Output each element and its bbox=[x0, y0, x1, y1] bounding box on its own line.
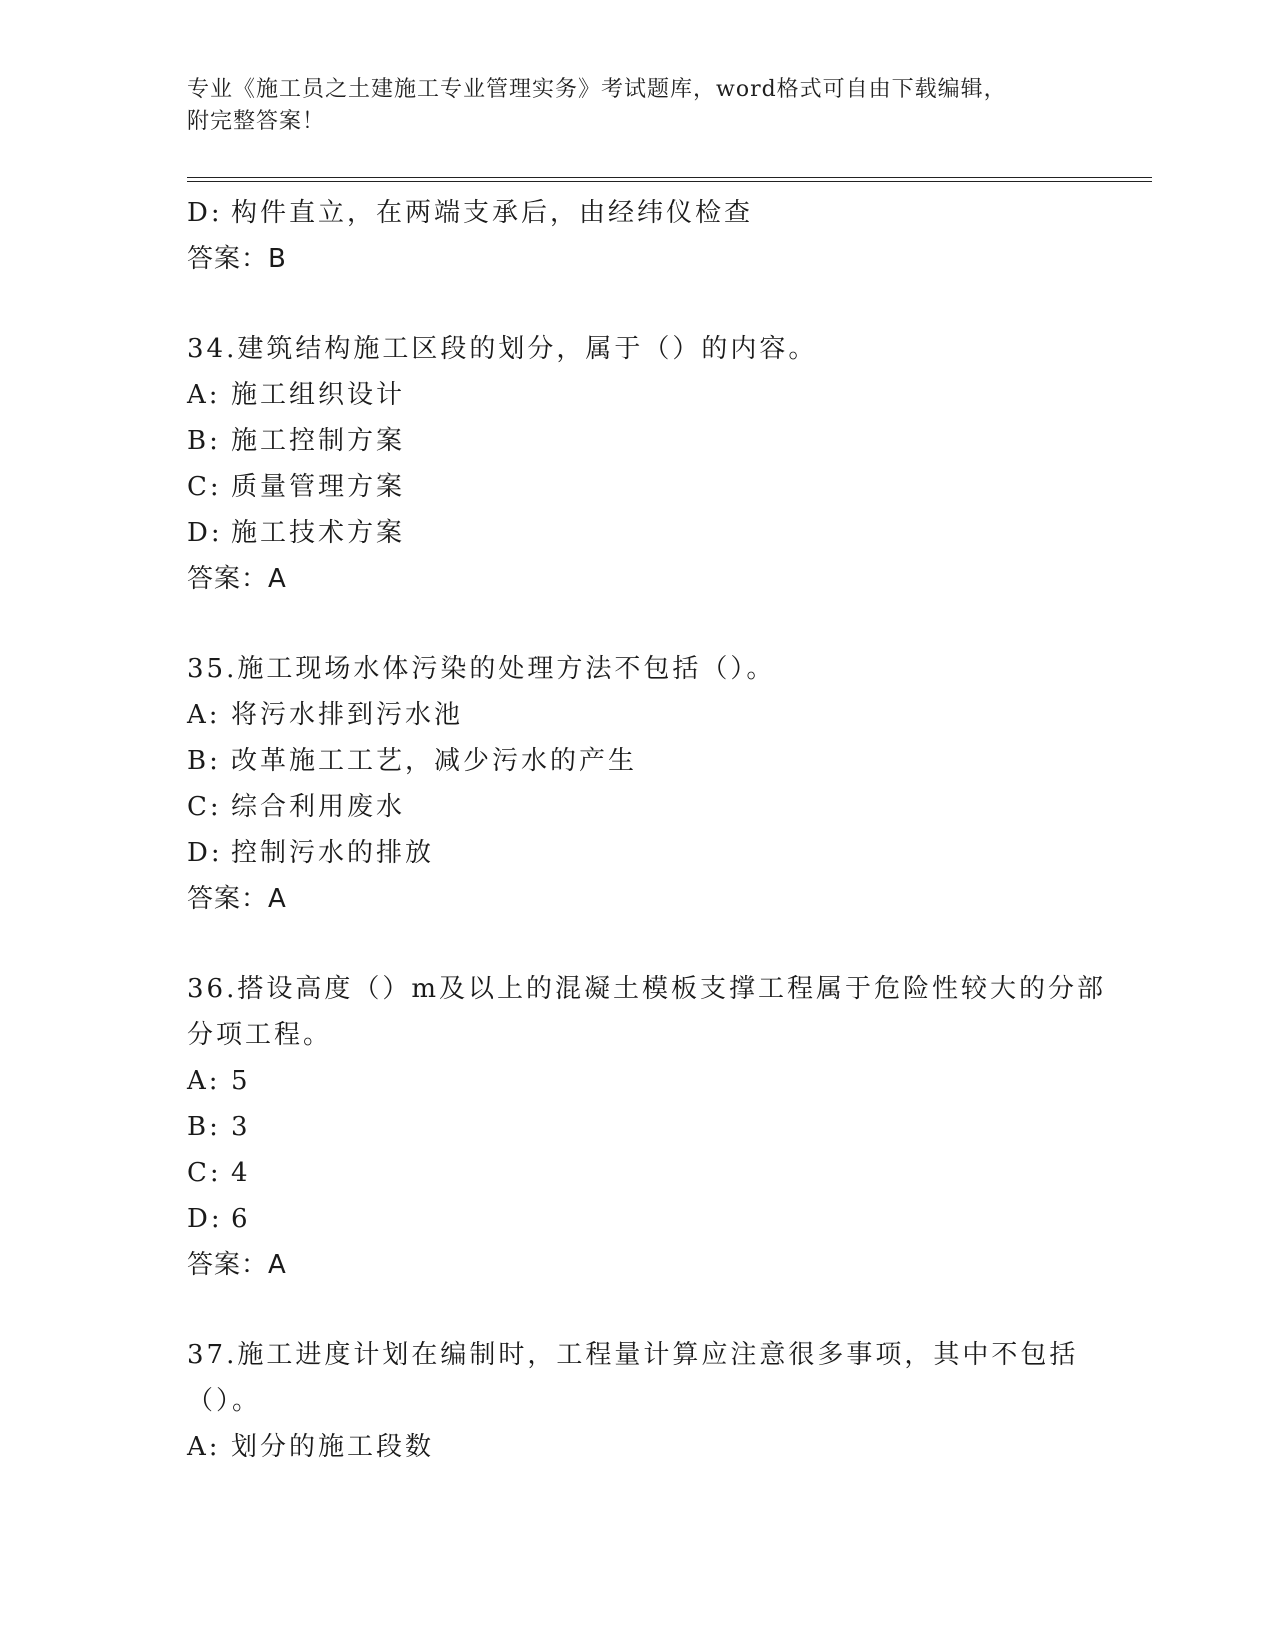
option-key: A: bbox=[187, 1066, 221, 1096]
option-key: C: bbox=[187, 472, 222, 502]
option-text: 综合利用废水 bbox=[231, 792, 406, 822]
answer-line: 答案：B bbox=[187, 244, 287, 274]
option-item bbox=[187, 372, 1107, 418]
answer-line: 答案：A bbox=[187, 884, 287, 914]
option-text: 质量管理方案 bbox=[231, 472, 406, 502]
header-line-1: 专业《施工员之土建施工专业管理实务》考试题库，word格式可自由下载编辑， bbox=[187, 77, 1007, 102]
option-key: D: bbox=[187, 838, 223, 868]
option-item bbox=[187, 830, 1107, 876]
answer-line: 答案：A bbox=[187, 564, 287, 594]
question-stem: 35.施工现场水体污染的处理方法不包括（）。 bbox=[187, 654, 776, 684]
option-text: 改革施工工艺，减少污水的产生 bbox=[231, 746, 638, 776]
option-key: C: bbox=[187, 1158, 222, 1188]
option-text: 将污水排到污水池 bbox=[231, 700, 464, 730]
option-text: 构件直立，在两端支承后，由经纬仪检查 bbox=[231, 198, 754, 228]
option-item bbox=[187, 692, 1107, 738]
option-item bbox=[187, 418, 1107, 464]
option-text: 施工技术方案 bbox=[231, 518, 406, 548]
option-item bbox=[187, 1424, 1107, 1470]
option-text: 划分的施工段数 bbox=[231, 1432, 435, 1462]
question-stem: 37.施工进度计划在编制时，工程量计算应注意很多事项，其中不包括（）。 bbox=[187, 1340, 1079, 1416]
option-key: B: bbox=[187, 426, 221, 456]
option-item bbox=[187, 1196, 1107, 1242]
option-item bbox=[187, 784, 1107, 830]
option-key: A: bbox=[187, 700, 221, 730]
option-item bbox=[187, 1104, 1107, 1150]
option-item bbox=[187, 510, 1107, 556]
option-item bbox=[187, 464, 1107, 510]
option-key: D: bbox=[187, 198, 223, 228]
option-text: 4 bbox=[231, 1158, 251, 1188]
option-key: C: bbox=[187, 792, 222, 822]
answer-line: 答案：A bbox=[187, 1250, 287, 1280]
option-item bbox=[187, 738, 1107, 784]
option-key: D: bbox=[187, 518, 223, 548]
question-stem: 34.建筑结构施工区段的划分，属于（）的内容。 bbox=[187, 334, 818, 364]
document-header bbox=[187, 74, 1067, 138]
option-item bbox=[187, 190, 1107, 236]
option-text: 5 bbox=[231, 1066, 251, 1096]
option-item bbox=[187, 1058, 1107, 1104]
option-text: 3 bbox=[231, 1112, 251, 1142]
option-key: A: bbox=[187, 380, 221, 410]
option-text: 6 bbox=[231, 1204, 251, 1234]
header-line-2: 附完整答案！ bbox=[187, 109, 326, 134]
option-text: 施工控制方案 bbox=[231, 426, 406, 456]
option-item bbox=[187, 1150, 1107, 1196]
question-list bbox=[187, 190, 1107, 1470]
question-stem: 36.搭设高度（）m及以上的混凝土模板支撑工程属于危险性较大的分部分项工程。 bbox=[187, 974, 1107, 1050]
option-key: A: bbox=[187, 1432, 221, 1462]
option-text: 施工组织设计 bbox=[231, 380, 406, 410]
header-double-rule bbox=[187, 177, 1152, 182]
option-key: B: bbox=[187, 1112, 221, 1142]
option-text: 控制污水的排放 bbox=[231, 838, 435, 868]
option-key: D: bbox=[187, 1204, 223, 1234]
option-key: B: bbox=[187, 746, 221, 776]
